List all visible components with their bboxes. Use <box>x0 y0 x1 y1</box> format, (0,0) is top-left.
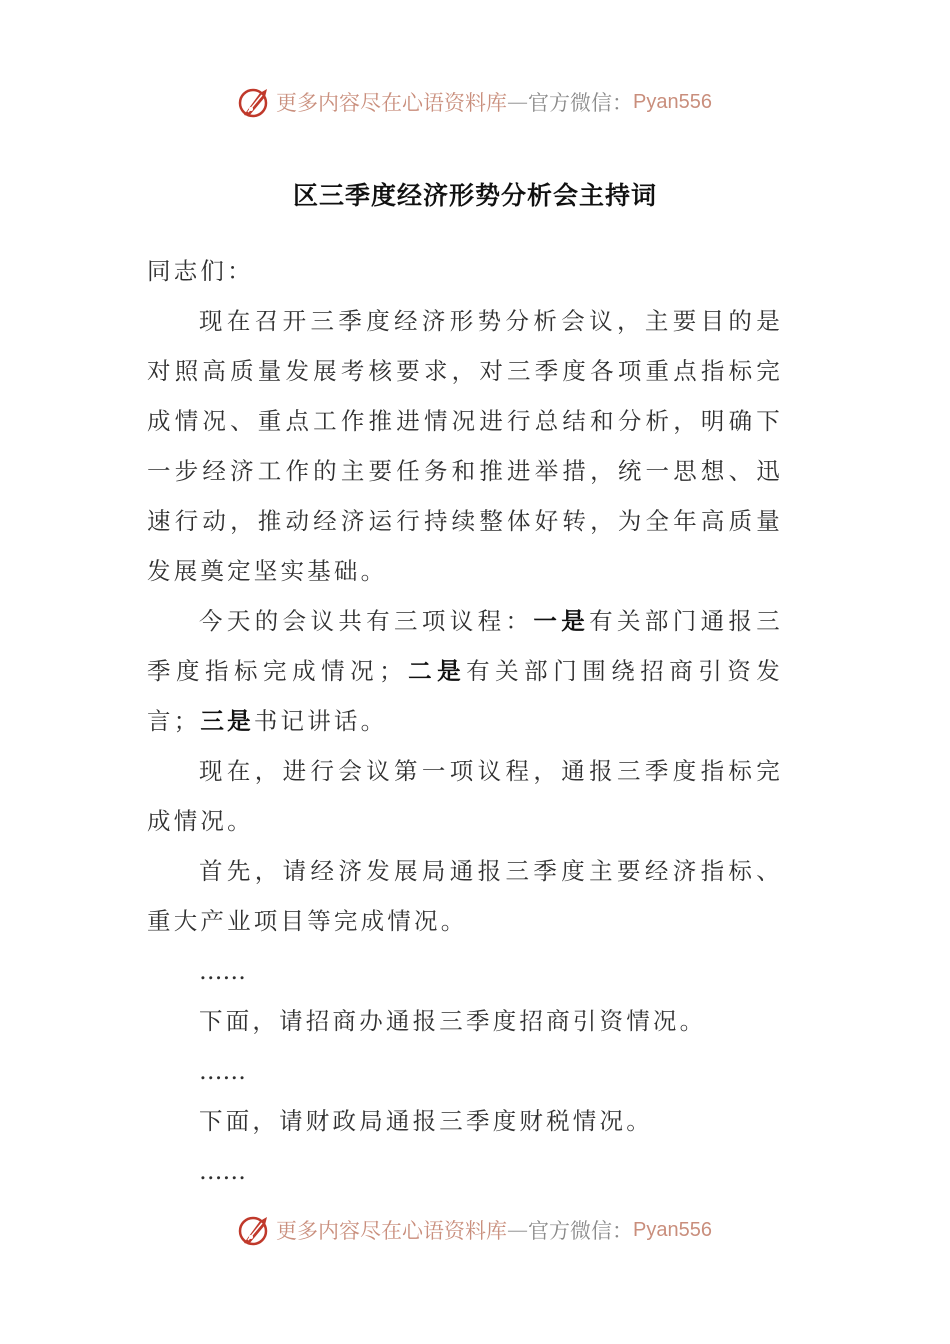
document-body <box>147 246 783 1196</box>
banner-text: 更多内容尽在心语资料库 <box>276 91 508 115</box>
banner-separator: — <box>507 1218 529 1242</box>
pen-nib-logo-icon <box>238 85 272 119</box>
banner-separator: — <box>507 90 529 114</box>
banner-wechat-label: 官方微信： <box>528 1219 634 1243</box>
header-banner <box>0 80 950 124</box>
paragraph-investment-office: 下面，请招商办通报三季度招商引资情况。 <box>199 1007 707 1035</box>
agenda-item1-label: 一是 <box>533 607 590 635</box>
document-title: 区三季度经济形势分析会主持词 <box>292 181 657 210</box>
banner-text: 更多内容尽在心语资料库 <box>276 1219 508 1243</box>
agenda-item3-label: 三是 <box>200 707 254 735</box>
footer-banner <box>0 1208 950 1252</box>
paragraph-purpose: 现在召开三季度经济形势分析会议，主要目的是对照高质量发展考核要求，对三季度各项重点指标完成情况、重点工作推进情况进行总结和分析，明确下一步经济工作的主要任务和推进举措，统一思想、迅速行动，推动经济运行持续整体好转，为全年高质量发展奠定坚实基础。 <box>147 307 783 585</box>
agenda-item1-text: 有关部门通报三季度指标完成情况； <box>147 607 783 685</box>
agenda-item2-text: 有关部门围绕招商引资发言； <box>147 657 783 735</box>
banner-wechat-id: Pyan556 <box>633 90 712 113</box>
ellipsis: …… <box>199 1057 246 1085</box>
paragraph-first-agenda: 现在，进行会议第一项议程，通报三季度指标完成情况。 <box>147 757 783 835</box>
banner-wechat-label: 官方微信： <box>528 91 634 115</box>
agenda-item3-text: 书记讲话。 <box>253 707 388 735</box>
paragraph-agenda <box>147 596 783 746</box>
pen-nib-logo-icon <box>238 1213 272 1247</box>
ellipsis: …… <box>199 1157 246 1185</box>
ellipsis: …… <box>199 957 246 985</box>
agenda-lead: 今天的会议共有三项议程： <box>199 607 534 635</box>
banner-wechat-id: Pyan556 <box>633 1218 712 1241</box>
salutation: 同志们： <box>147 257 254 285</box>
agenda-item2-label: 二是 <box>405 657 467 685</box>
paragraph-economic-bureau: 首先，请经济发展局通报三季度主要经济指标、重大产业项目等完成情况。 <box>147 857 783 935</box>
paragraph-finance-bureau: 下面，请财政局通报三季度财税情况。 <box>199 1107 653 1135</box>
